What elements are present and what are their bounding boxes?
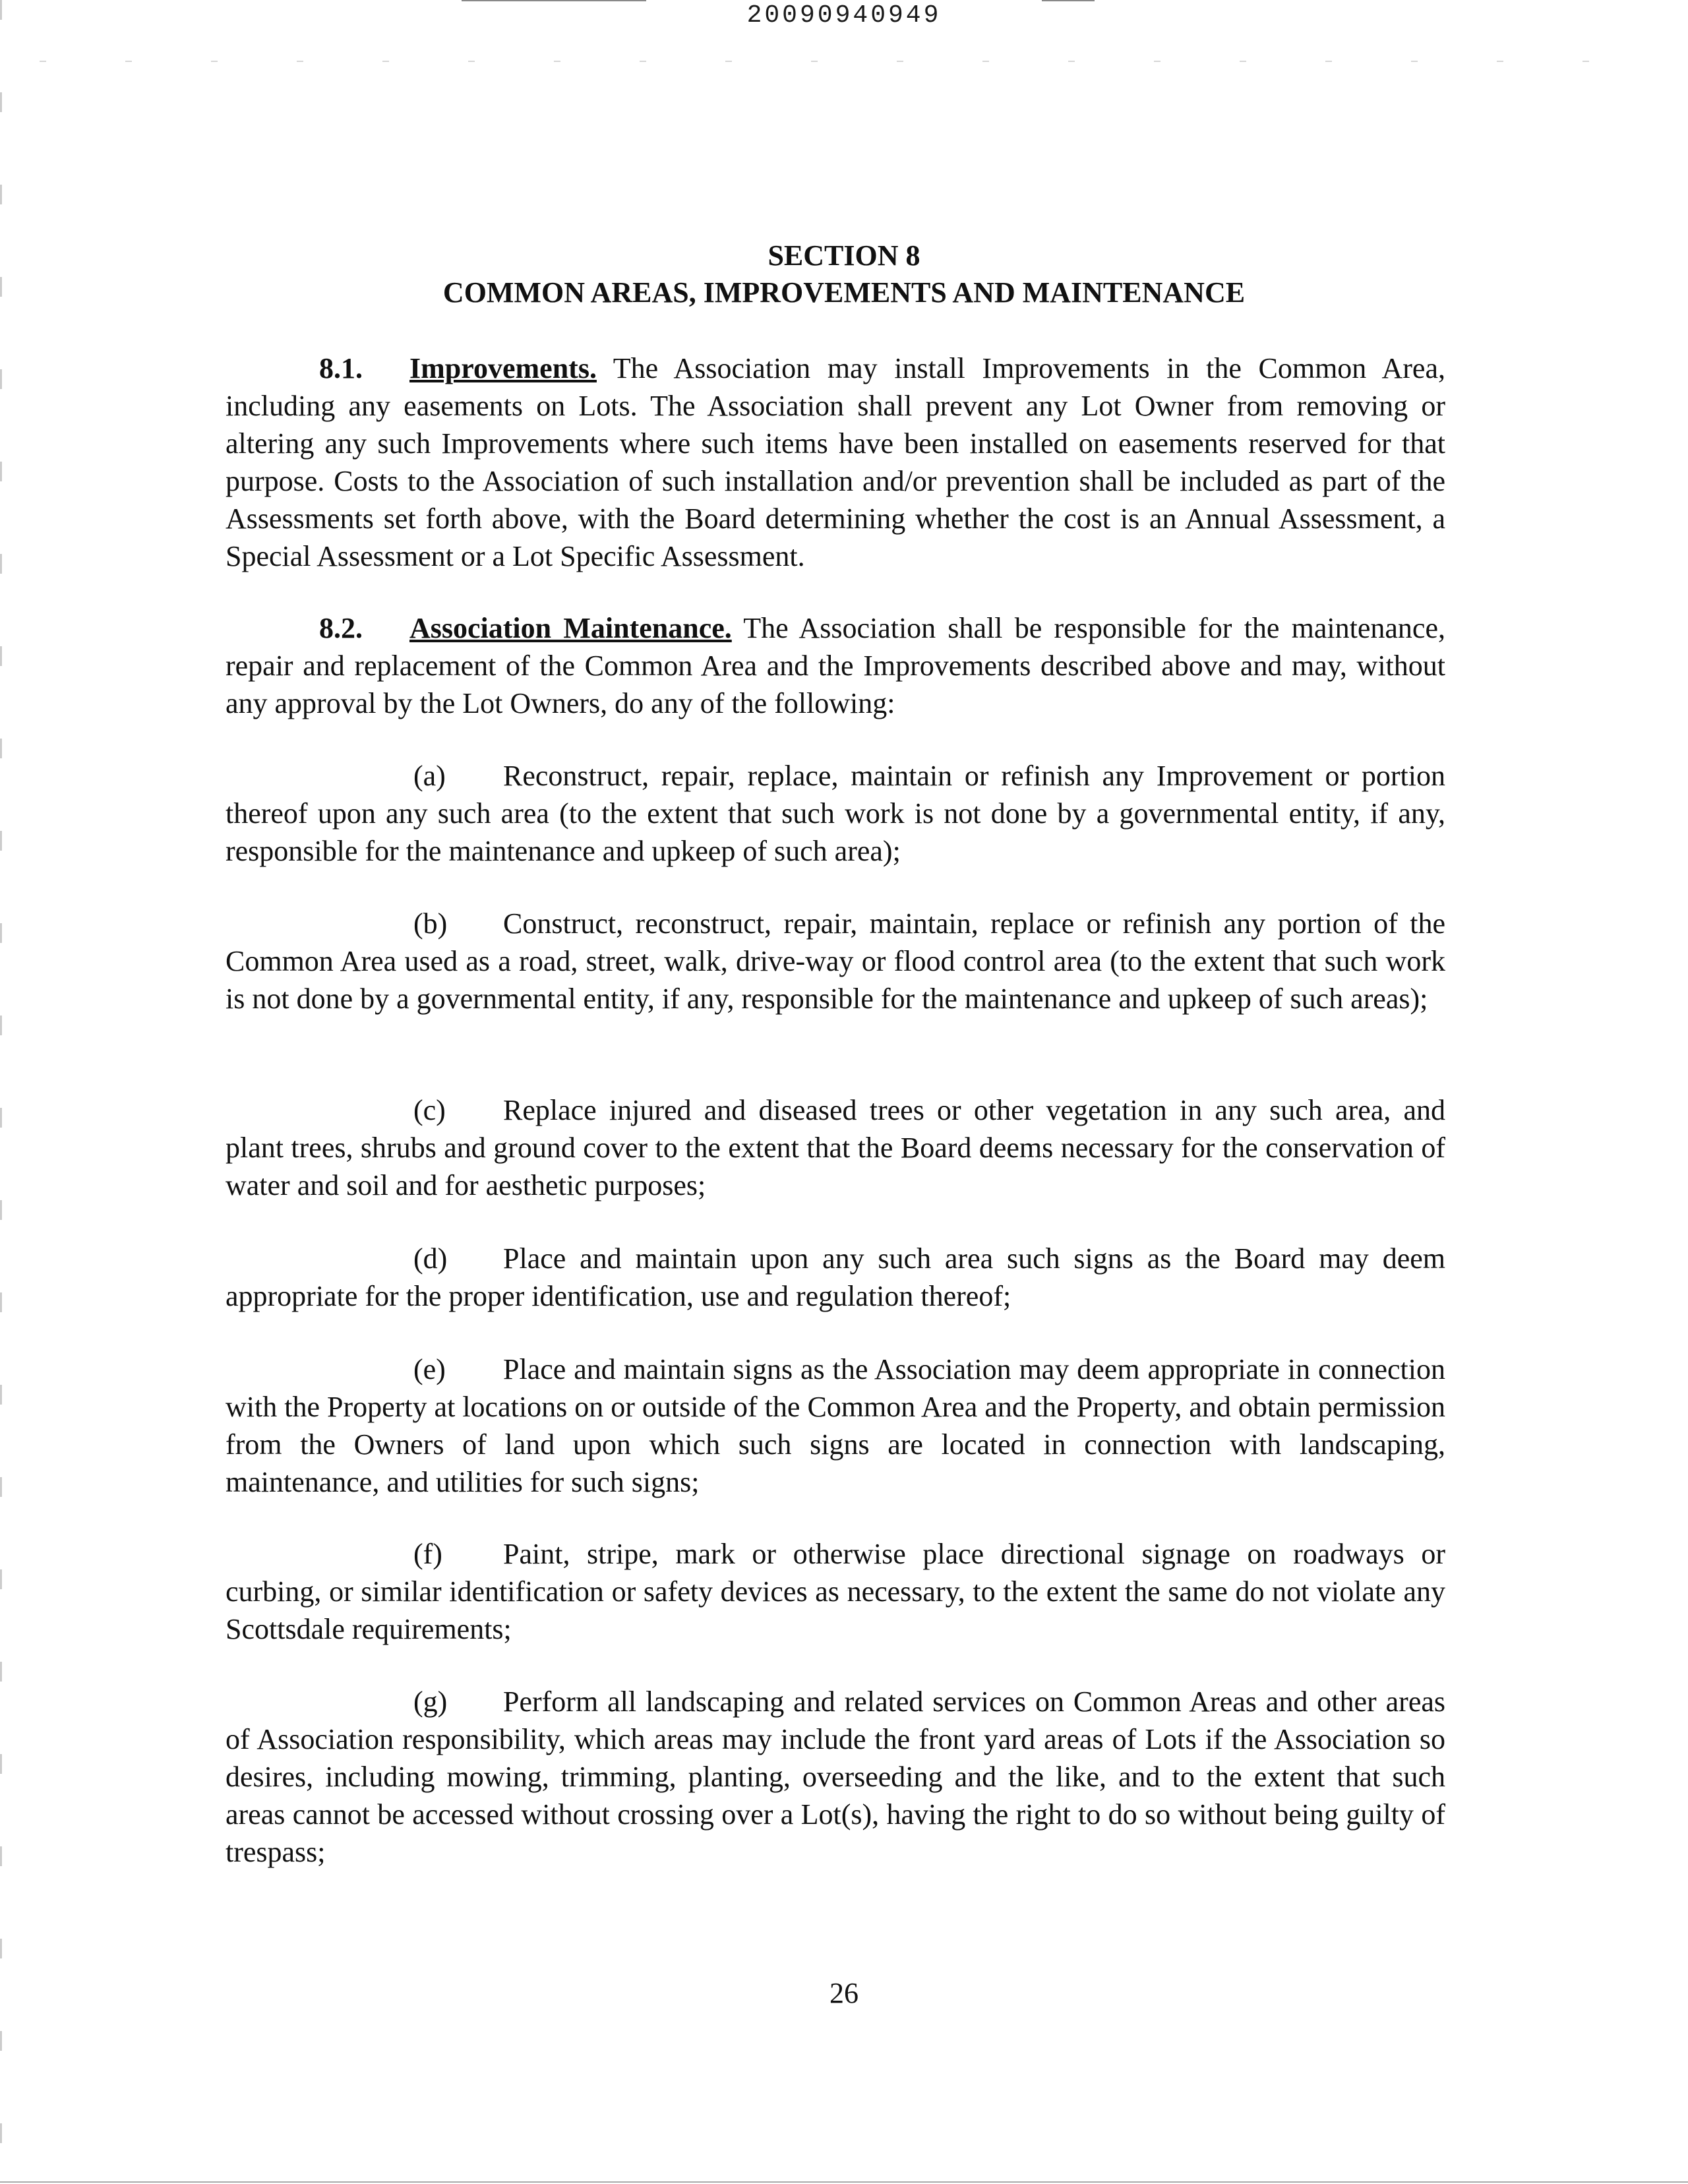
page-number: 26 [829,1977,859,2009]
scan-artifact-dots [40,61,1648,62]
paragraph-number: 8.2. [319,612,363,644]
paragraph-title: Association Maintenance. [409,612,732,644]
paragraph-number: 8.1. [319,352,363,384]
item-label: (e) [413,1353,446,1385]
section-title: COMMON AREAS, IMPROVEMENTS AND MAINTENANCE [442,276,1246,309]
item-text: Reconstruct, repair, replace, maintain or refinish any Improvement or portion thereof upon any such area (to the extent that such work is not done by a governmental entity, if any, responsible for the maintenance and upkeep of such area); [226,760,1445,867]
list-item-c [226,1091,1445,1204]
paragraph-title: Improvements. [409,352,597,384]
item-label: (a) [413,760,446,792]
list-item-f [226,1535,1445,1648]
list-item-g [226,1683,1445,1871]
scan-left-edge [0,0,2,2184]
list-item-a [226,757,1445,870]
item-text: Paint, stripe, mark or otherwise place directional signage on roadways or curbing, or similar identification or safety devices as necessary, to the extent the same do not violate any Scottsdale requirements; [226,1538,1445,1645]
item-text: Place and maintain signs as the Association may deem appropriate in connection with the Property at locations on or outside of the Common Area and the Property, and obtain permission from the Owners of land upon which such signs are located in connection with landscaping, maintenance, and utilities for such signs; [226,1353,1445,1498]
list-item-e [226,1350,1445,1501]
item-label: (c) [413,1094,446,1126]
list-item-d [226,1240,1445,1315]
paragraph-8-2 [226,609,1445,722]
item-label: (d) [413,1242,448,1275]
list-item-b [226,905,1445,1017]
item-text: Perform all landscaping and related services on Common Areas and other areas of Association responsibility, which areas may include the front yard areas of Lots if the Association so desires, including mowing, trimming, planting, overseeding and the like, and to the extent that such areas cannot be accessed without crossing over a Lot(s), having the right to do so without being guilty of trespass; [226,1685,1445,1868]
item-text: Place and maintain upon any such area such signs as the Board may deem appropriate for the proper identification, use and regulation thereof; [226,1242,1445,1312]
paragraph-text: The Association may install Improvements in the Common Area, including any easements on Lots. The Association shall prevent any Lot Owner from removing or altering any such Improvements where such items have been installed on easements reserved for that purpose. Costs to the Association of such installation and/or prevention shall be included as part of the Assessments set forth above, with the Board determining whether the cost is an Annual Assessment, a Special Assessment or a Lot Specific Assessment. [226,352,1445,572]
scan-artifact-rule [0,2181,1688,2183]
recording-number: 20090940949 [746,1,942,30]
item-text: Replace injured and diseased trees or other vegetation in any such area, and plant trees, shrubs and ground cover to the extent that the Board deems necessary for the conservation of water and soil and for aesthetic purposes; [226,1094,1445,1201]
item-label: (f) [413,1538,442,1570]
paragraph-8-1 [226,349,1445,575]
item-label: (g) [413,1685,448,1718]
item-text: Construct, reconstruct, repair, maintain, replace or refinish any portion of the Common Area used as a road, street, walk, drive-way or flood control area (to the extent that such work is not done by a governmental entity, if any, responsible for the maintenance and upkeep of such areas); [226,907,1445,1015]
item-label: (b) [413,907,448,940]
section-number: SECTION 8 [768,239,920,272]
paragraph-text: The Association shall be responsible for the maintenance, repair and replacement of the Common Area and the Improvements described above and may, without any approval by the Lot Owners, do any of the following: [226,612,1445,719]
